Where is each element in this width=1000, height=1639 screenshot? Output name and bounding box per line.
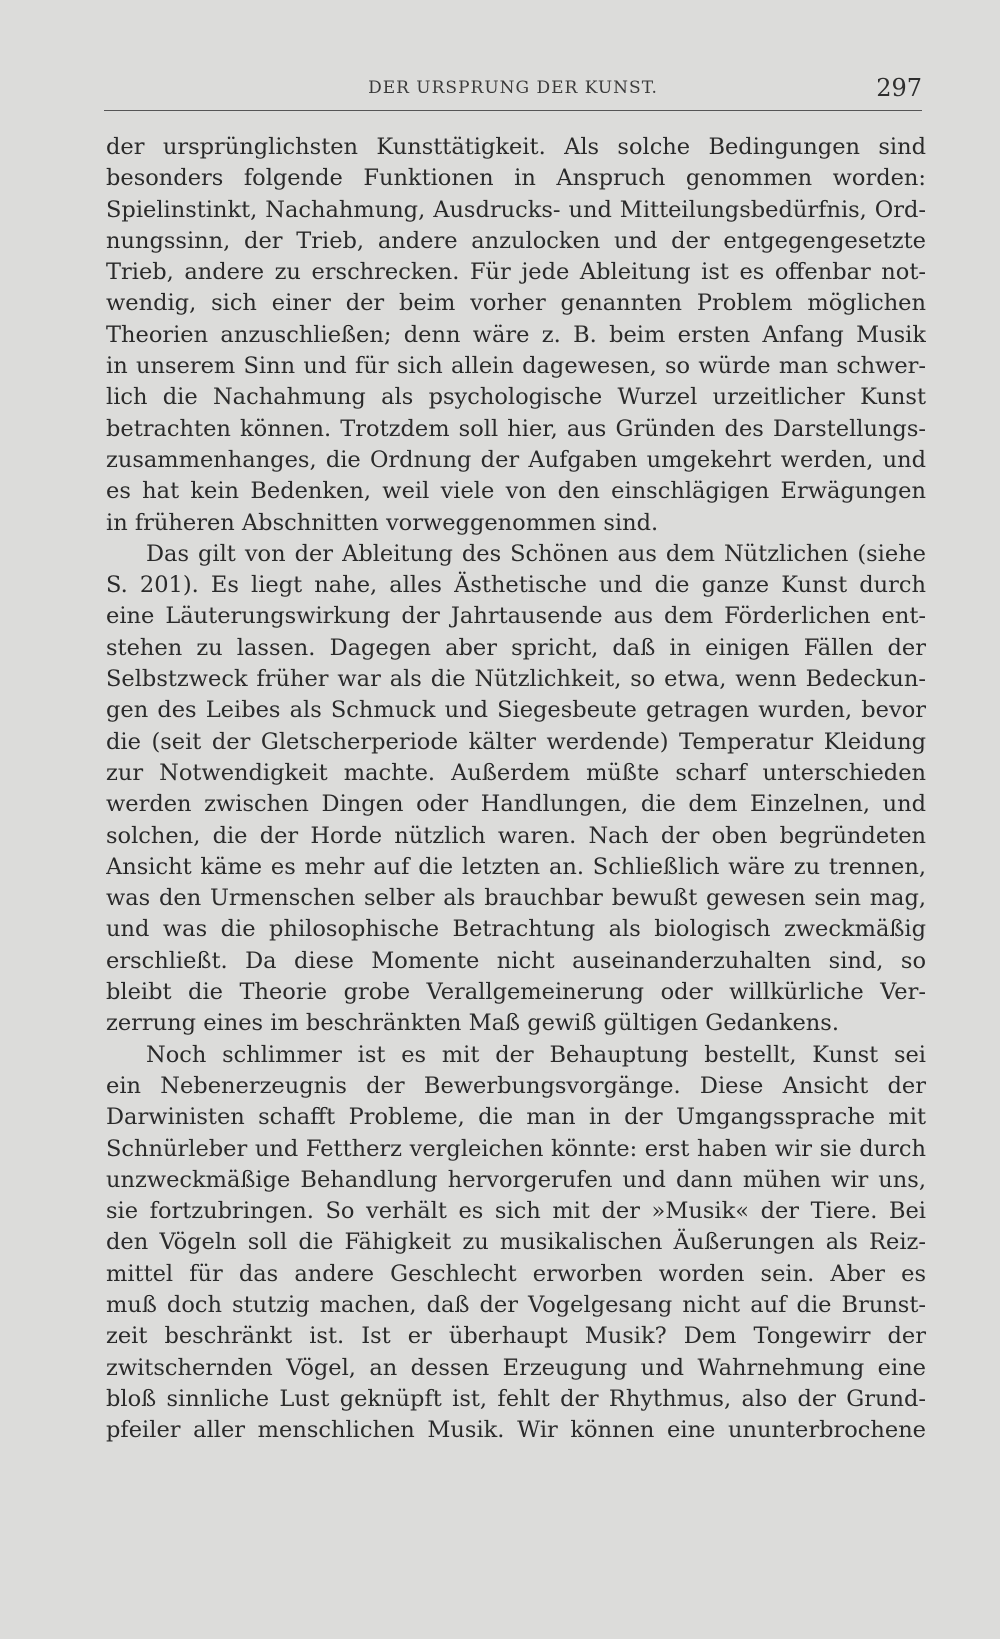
- header-rule: [104, 110, 922, 111]
- text-line: besonders folgende Funktionen in Anspruch genommen worden:: [106, 165, 926, 192]
- text-line: eine Läuterungswirkung der Jahrtausende aus dem Förderlichen ent-: [106, 603, 926, 630]
- text-line: solchen, die der Horde nützlich waren. Nach der oben begründeten: [106, 822, 926, 849]
- paragraph-2: [106, 539, 926, 1040]
- text-line: der ursprünglichsten Kunsttätigkeit. Als solche Bedingungen sind: [106, 134, 926, 160]
- text-line: was den Urmenschen selber als brauchbar bewußt gewesen sein mag,: [106, 885, 926, 912]
- text-line: bloß sinnliche Lust geknüpft ist, fehlt der Rhythmus, also der Grund-: [106, 1385, 926, 1412]
- text-line: Theorien anzuschließen; denn wäre z. B. beim ersten Anfang Musik: [106, 321, 926, 348]
- text-line: Ansicht käme es mehr auf die letzten an. Schließlich wäre zu trennen,: [106, 853, 926, 880]
- text-line: in früheren Abschnitten vorweggenommen sind.: [106, 509, 659, 536]
- running-title: DER URSPRUNG DER KUNST.: [368, 78, 658, 98]
- running-head: [104, 74, 922, 108]
- text-line: Darwinisten schafft Probleme, die man in der Umgangssprache mit: [106, 1104, 926, 1131]
- text-line: in unserem Sinn und für sich allein dagewesen, so würde man schwer-: [106, 353, 926, 380]
- text-line: nungssinn, der Trieb, andere anzulocken und der entgegengesetzte: [106, 227, 926, 254]
- text-line: zusammenhanges, die Ordnung der Aufgaben umgekehrt werden, und: [106, 446, 926, 473]
- text-line: die (seit der Gletscherperiode kälter werdende) Temperatur Kleidung: [106, 728, 926, 755]
- text-line: Trieb, andere zu erschrecken. Für jede Ableitung ist es offenbar not-: [106, 259, 926, 286]
- paragraph-3: [106, 1040, 926, 1447]
- text-line: zerrung eines im beschränkten Maß gewiß gültigen Gedankens.: [106, 1010, 839, 1037]
- text-line: zur Notwendigkeit machte. Außerdem müßte scharf unterschieden: [106, 759, 926, 786]
- text-line: pfeiler aller menschlichen Musik. Wir können eine ununterbrochene: [106, 1417, 926, 1444]
- body-text: [106, 132, 926, 1446]
- paragraph-1: [106, 132, 926, 539]
- text-line: sie fortzubringen. So verhält es sich mit der »Musik« der Tiere. Bei: [106, 1198, 926, 1225]
- text-line: erschließt. Da diese Momente nicht auseinanderzuhalten sind, so: [106, 947, 926, 974]
- text-line: werden zwischen Dingen oder Handlungen, die dem Einzelnen, und: [106, 791, 926, 818]
- text-line: wendig, sich einer der beim vorher genannten Problem möglichen: [106, 290, 926, 317]
- text-line: zwitschernden Vögel, an dessen Erzeugung und Wahrnehmung eine: [106, 1354, 926, 1381]
- text-line: es hat kein Bedenken, weil viele von den einschlägigen Erwägungen: [106, 478, 926, 505]
- text-line: bleibt die Theorie grobe Verallgemeinerung oder willkürliche Ver-: [106, 979, 926, 1006]
- text-line: zeit beschränkt ist. Ist er überhaupt Musik? Dem Tongewirr der: [106, 1323, 926, 1350]
- text-line: mittel für das andere Geschlecht erworben worden sein. Aber es: [106, 1260, 926, 1287]
- text-line: Schnürleber und Fettherz vergleichen könnte: erst haben wir sie durch: [106, 1135, 926, 1162]
- text-line: ein Nebenerzeugnis der Bewerbungsvorgänge. Diese Ansicht der: [106, 1072, 926, 1099]
- text-line: gen des Leibes als Schmuck und Siegesbeute getragen wurden, bevor: [106, 697, 926, 724]
- page-number: 297: [876, 74, 922, 102]
- text-line: Noch schlimmer ist es mit der Behauptung bestellt, Kunst sei: [146, 1041, 926, 1068]
- text-line: unzweckmäßige Behandlung hervorgerufen und dann mühen wir uns,: [106, 1166, 926, 1193]
- text-line: stehen zu lassen. Dagegen aber spricht, daß in einigen Fällen der: [106, 634, 926, 661]
- text-line: den Vögeln soll die Fähigkeit zu musikalischen Äußerungen als Reiz-: [106, 1229, 926, 1256]
- text-line: S. 201). Es liegt nahe, alles Ästhetische und die ganze Kunst durch: [106, 572, 926, 599]
- text-line: Selbstzweck früher war als die Nützlichkeit, so etwa, wenn Bedeckun-: [106, 666, 926, 693]
- text-line: Spielinstinkt, Nachahmung, Ausdrucks- und Mitteilungsbedürfnis, Ord-: [106, 196, 926, 223]
- text-line: Das gilt von der Ableitung des Schönen aus dem Nützlichen (siehe: [146, 540, 926, 567]
- text-line: und was die philosophische Betrachtung als biologisch zweckmäßig: [106, 916, 926, 943]
- text-line: muß doch stutzig machen, daß der Vogelgesang nicht auf die Brunst-: [106, 1291, 926, 1318]
- text-line: betrachten können. Trotzdem soll hier, aus Gründen des Darstellungs-: [106, 415, 926, 442]
- text-line: lich die Nachahmung als psychologische Wurzel urzeitlicher Kunst: [106, 384, 926, 411]
